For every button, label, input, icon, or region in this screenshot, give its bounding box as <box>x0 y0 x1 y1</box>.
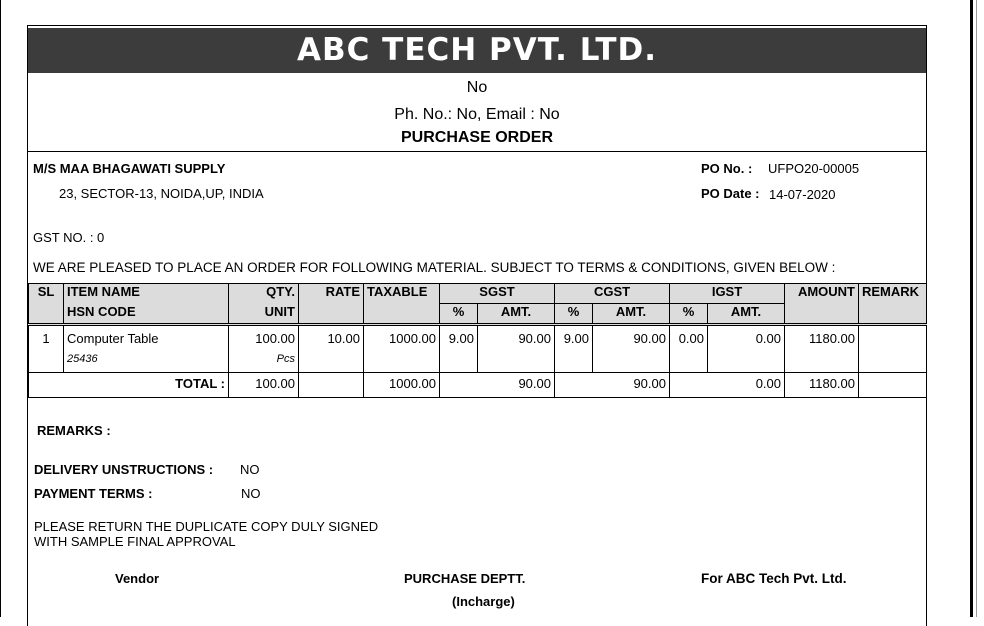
row-amount: 1180.00 <box>808 331 855 346</box>
row-sgst-amt: 90.00 <box>518 331 551 346</box>
table-total-row <box>29 373 927 398</box>
note-line-2: WITH SAMPLE FINAL APPROVAL <box>34 534 236 549</box>
row-hsn-code: 25436 <box>67 353 98 365</box>
col-igst: IGST <box>711 284 743 299</box>
row-sgst-pct: 9.00 <box>448 331 474 346</box>
row-qty: 100.00 <box>255 331 295 346</box>
col-hsn-code: HSN CODE <box>67 303 136 319</box>
row-rate: 10.00 <box>327 331 360 346</box>
supplier-gst: GST NO. : 0 <box>33 230 105 245</box>
col-igst-pct: % <box>682 304 695 319</box>
order-intro-text: WE ARE PLEASED TO PLACE AN ORDER FOR FOLLOWING MATERIAL. SUBJECT TO TERMS & CONDITIONS, GIVEN BELOW : <box>33 260 836 275</box>
payment-terms-label: PAYMENT TERMS : <box>34 486 153 501</box>
col-sl: SL <box>37 284 55 299</box>
table-header-row <box>29 284 927 304</box>
row-igst-amt: 0.00 <box>755 331 781 346</box>
table-row <box>29 325 927 351</box>
company-name-banner: ABC TECH PVT. LTD. <box>28 28 926 73</box>
window-left-edge <box>0 0 1 617</box>
company-contact: Ph. No.: No, Email : No <box>394 106 560 123</box>
po-date: 14-07-2020 <box>769 187 836 202</box>
total-sgst-amt: 90.00 <box>518 376 551 391</box>
delivery-instructions-label: DELIVERY UNSTRUCTIONS : <box>34 462 214 477</box>
payment-terms-value: NO <box>241 486 261 501</box>
col-taxable: TAXABLE <box>367 284 428 299</box>
row-unit: Pcs <box>276 353 295 365</box>
total-cgst-amt: 90.00 <box>633 376 666 391</box>
divider <box>28 151 926 152</box>
col-igst-amt: AMT. <box>730 304 762 319</box>
row-igst-pct: 0.00 <box>678 331 704 346</box>
col-sgst-pct: % <box>452 304 465 319</box>
note-line-1: PLEASE RETURN THE DUPLICATE COPY DULY SIGNED <box>34 519 379 534</box>
purchase-order-page <box>27 25 927 626</box>
company-address: No <box>466 79 488 96</box>
row-sl: 1 <box>42 331 50 346</box>
col-amount: AMOUNT <box>797 284 855 299</box>
total-label: TOTAL : <box>175 376 225 391</box>
document-type-title: PURCHASE ORDER <box>400 129 553 146</box>
row-taxable: 1000.00 <box>389 331 436 346</box>
po-number-label: PO No. : <box>701 161 753 176</box>
delivery-instructions-value: NO <box>240 462 260 477</box>
total-igst-amt: 0.00 <box>755 376 781 391</box>
total-amount: 1180.00 <box>808 376 855 391</box>
col-rate: RATE <box>325 284 360 299</box>
col-cgst-amt: AMT. <box>615 304 647 319</box>
total-qty: 100.00 <box>255 376 295 391</box>
po-number: UFPO20-00005 <box>768 161 860 176</box>
col-unit: UNIT <box>264 303 295 319</box>
col-sgst: SGST <box>479 284 515 299</box>
po-date-label: PO Date : <box>701 186 760 201</box>
col-qty: QTY. <box>266 284 295 299</box>
items-table <box>28 283 927 398</box>
col-item-name: ITEM NAME <box>67 284 140 299</box>
row-item-name: Computer Table <box>67 331 159 346</box>
row-cgst-pct: 9.00 <box>563 331 589 346</box>
total-taxable: 1000.00 <box>389 376 436 391</box>
window-right-edge <box>970 0 973 617</box>
col-cgst-pct: % <box>567 304 580 319</box>
col-remark: REMARK <box>862 284 920 299</box>
supplier-address: 23, SECTOR-13, NOIDA,UP, INDIA <box>59 186 264 201</box>
row-cgst-amt: 90.00 <box>633 331 666 346</box>
remarks-label: REMARKS : <box>37 423 111 438</box>
signature-purchase-dept: PURCHASE DEPTT. <box>404 571 526 586</box>
signature-company: For ABC Tech Pvt. Ltd. <box>701 571 847 586</box>
signature-vendor: Vendor <box>115 571 160 586</box>
signature-incharge: (Incharge) <box>452 594 515 609</box>
col-cgst: CGST <box>593 284 631 299</box>
supplier-name: M/S MAA BHAGAWATI SUPPLY <box>33 161 226 176</box>
col-sgst-amt: AMT. <box>500 304 532 319</box>
window-right-shadow <box>976 0 977 617</box>
